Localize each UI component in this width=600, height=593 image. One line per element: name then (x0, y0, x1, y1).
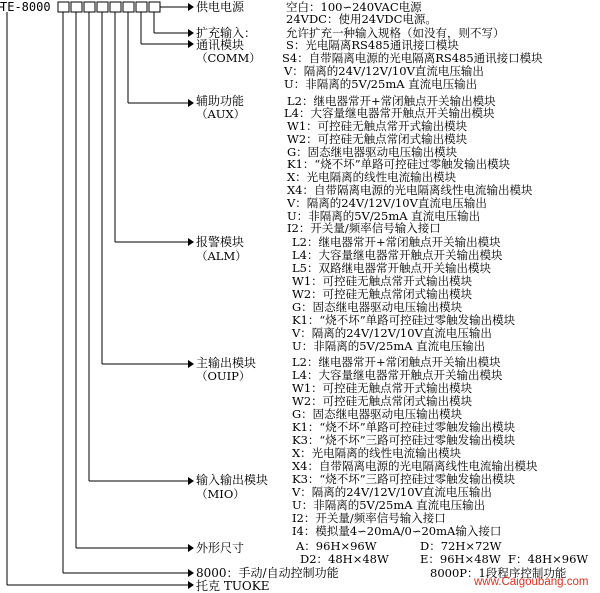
mio-title: 输入输出模块 (196, 473, 269, 487)
comm-item-2: V：隔离的24V/12V/10V直流电压输出 (284, 64, 484, 78)
code-box-8 (149, 2, 160, 12)
aux-item-6: X：光电隔离的线性电流输出模块 (287, 170, 457, 184)
power-line-1: 空白：100∽240VAC电源 (286, 0, 422, 14)
alm-item-3: W1：可控硅无触点常开式输出模块 (292, 274, 473, 288)
comm-item-0: S：光电隔离RS485通讯接口模块 (286, 38, 459, 52)
code-box-7 (136, 2, 147, 12)
aux-item-7: X4：自带隔离电源的光电隔离线性电流输出模块 (287, 183, 533, 197)
alm-item-7: V：隔离的24V/12V/10V直流电压输出 (292, 326, 492, 340)
outp-item-3: W2：可控硅无触点常闭式输出模块 (292, 394, 473, 408)
aux-title: 辅助功能 (196, 94, 245, 108)
control-alt: 8000P：1段程序控制功能 (430, 566, 567, 580)
alm-item-0: L2：继电器常开+常闭触点开关输出模块 (292, 235, 501, 249)
shape-f: F：48H×96W (508, 552, 589, 566)
shape-title: 外形尺寸 (196, 541, 245, 555)
aux-item-5: K1：“烧不坏”单路可控硅过零触发输出模块 (287, 157, 511, 171)
mio-item-1: V：隔离的24V/12V/10V直流电压输出 (292, 485, 492, 499)
shape-e: E：96H×48W (420, 552, 501, 566)
shape-d: D：72H×72W (420, 539, 502, 553)
code-box-5 (110, 2, 121, 12)
mio-code: （MIO） (196, 487, 245, 501)
alm-item-5: G：固态继电器驱动电压输出模块 (292, 300, 463, 314)
comm-title: 通讯模块 (196, 38, 245, 52)
comm-item-3: U：非隔离的5V/25mA 直流电压输出 (284, 77, 478, 91)
outp-item-7: X：光电隔离的线性电流输出模块 (292, 446, 462, 460)
aux-item-2: W1：可控硅无触点常开式输出模块 (287, 119, 468, 133)
aux-item-9: U：非隔离的5V/25mA 直流电压输出 (287, 209, 481, 223)
mio-item-3: I2：开关量/频率信号输入接口 (292, 511, 446, 525)
outp-item-1: L4：大容量继电器常开触点开关输出模块 (292, 368, 503, 382)
outp-title: 主输出模块 (196, 356, 257, 370)
code-box-3 (84, 2, 95, 12)
aux-item-1: L4：大容量继电器常开触点开关输出模块 (284, 106, 495, 120)
comm-item-1: S4：自带隔离电源的光电隔离RS485通讯接口模块 (282, 51, 543, 65)
mio-item-4: I4：模拟量4∽20mA/0∽20mA输入接口 (292, 524, 502, 538)
alm-item-4: W2：可控硅无触点常闭式输出模块 (292, 287, 473, 301)
outp-item-5: K1：“烧不坏”单路可控硅过零触发输出模块 (292, 420, 516, 434)
shape-d2: D2：48H×48W (300, 552, 389, 566)
model-prefix: TE-8000 (0, 0, 51, 14)
aux-item-10: I2：开关量/频率信号输入接口 (287, 221, 441, 235)
outp-item-0: L2：继电器常开+常闭触点开关输出模块 (292, 355, 501, 369)
comm-code: （COMM） (196, 51, 261, 65)
aux-item-0: L2：继电器常开+常闭触点开关输出模块 (287, 94, 496, 108)
code-box-6 (123, 2, 134, 12)
aux-item-3: W2：可控硅无触点常闭式输出模块 (287, 132, 468, 146)
shape-a: A：96H×96W (296, 539, 377, 553)
alm-code: （ALM） (196, 249, 247, 263)
code-box-4 (97, 2, 108, 12)
outp-item-2: W1：可控硅无触点常开式输出模块 (292, 381, 473, 395)
alm-title: 报警模块 (196, 235, 245, 249)
watermark: www.Caigoubang.com (474, 576, 589, 588)
outp-item-8: X4：自带隔离电源的光电隔离线性电流输出模块 (292, 459, 538, 473)
expand-title: 扩充输入： (196, 26, 257, 40)
aux-code: （AUX） (196, 107, 246, 121)
outp-item-6: K3：“烧不坏”三路可控硅过零触发输出模块 (292, 433, 516, 447)
alm-item-2: L5：双路继电器常开触点开关输出模块 (292, 261, 491, 275)
power-title: 供电电源 (196, 0, 245, 14)
outp-code: （OUIP） (196, 369, 251, 383)
brand-label: 托克 TUOKE (196, 579, 270, 593)
control-label: 8000：手动/自动控制功能 (196, 566, 339, 580)
aux-item-4: G：固态继电器驱动电压输出模块 (287, 145, 458, 159)
code-box-2 (71, 2, 82, 12)
mio-item-0: K3：“烧不坏”三路可控硅过零触发输出模块 (292, 472, 516, 486)
mio-item-2: U：非隔离的5V/25mA 直流电压输出 (292, 498, 486, 512)
expand-line: 允许扩充一种输入规格（如没有，则不写） (286, 26, 505, 40)
alm-item-1: L4：大容量继电器常开触点开关输出模块 (292, 248, 503, 262)
power-line-2: 24VDC：使用24VDC电源。 (286, 12, 437, 26)
code-box-1 (58, 2, 69, 12)
outp-item-4: G：固态继电器驱动电压输出模块 (292, 407, 463, 421)
aux-item-8: V：隔离的24V/12V/10V直流电压输出 (287, 196, 487, 210)
alm-item-8: U：非隔离的5V/25mA 直流电压输出 (292, 339, 486, 353)
alm-item-6: K1：“烧不坏”单路可控硅过零触发输出模块 (292, 313, 516, 327)
